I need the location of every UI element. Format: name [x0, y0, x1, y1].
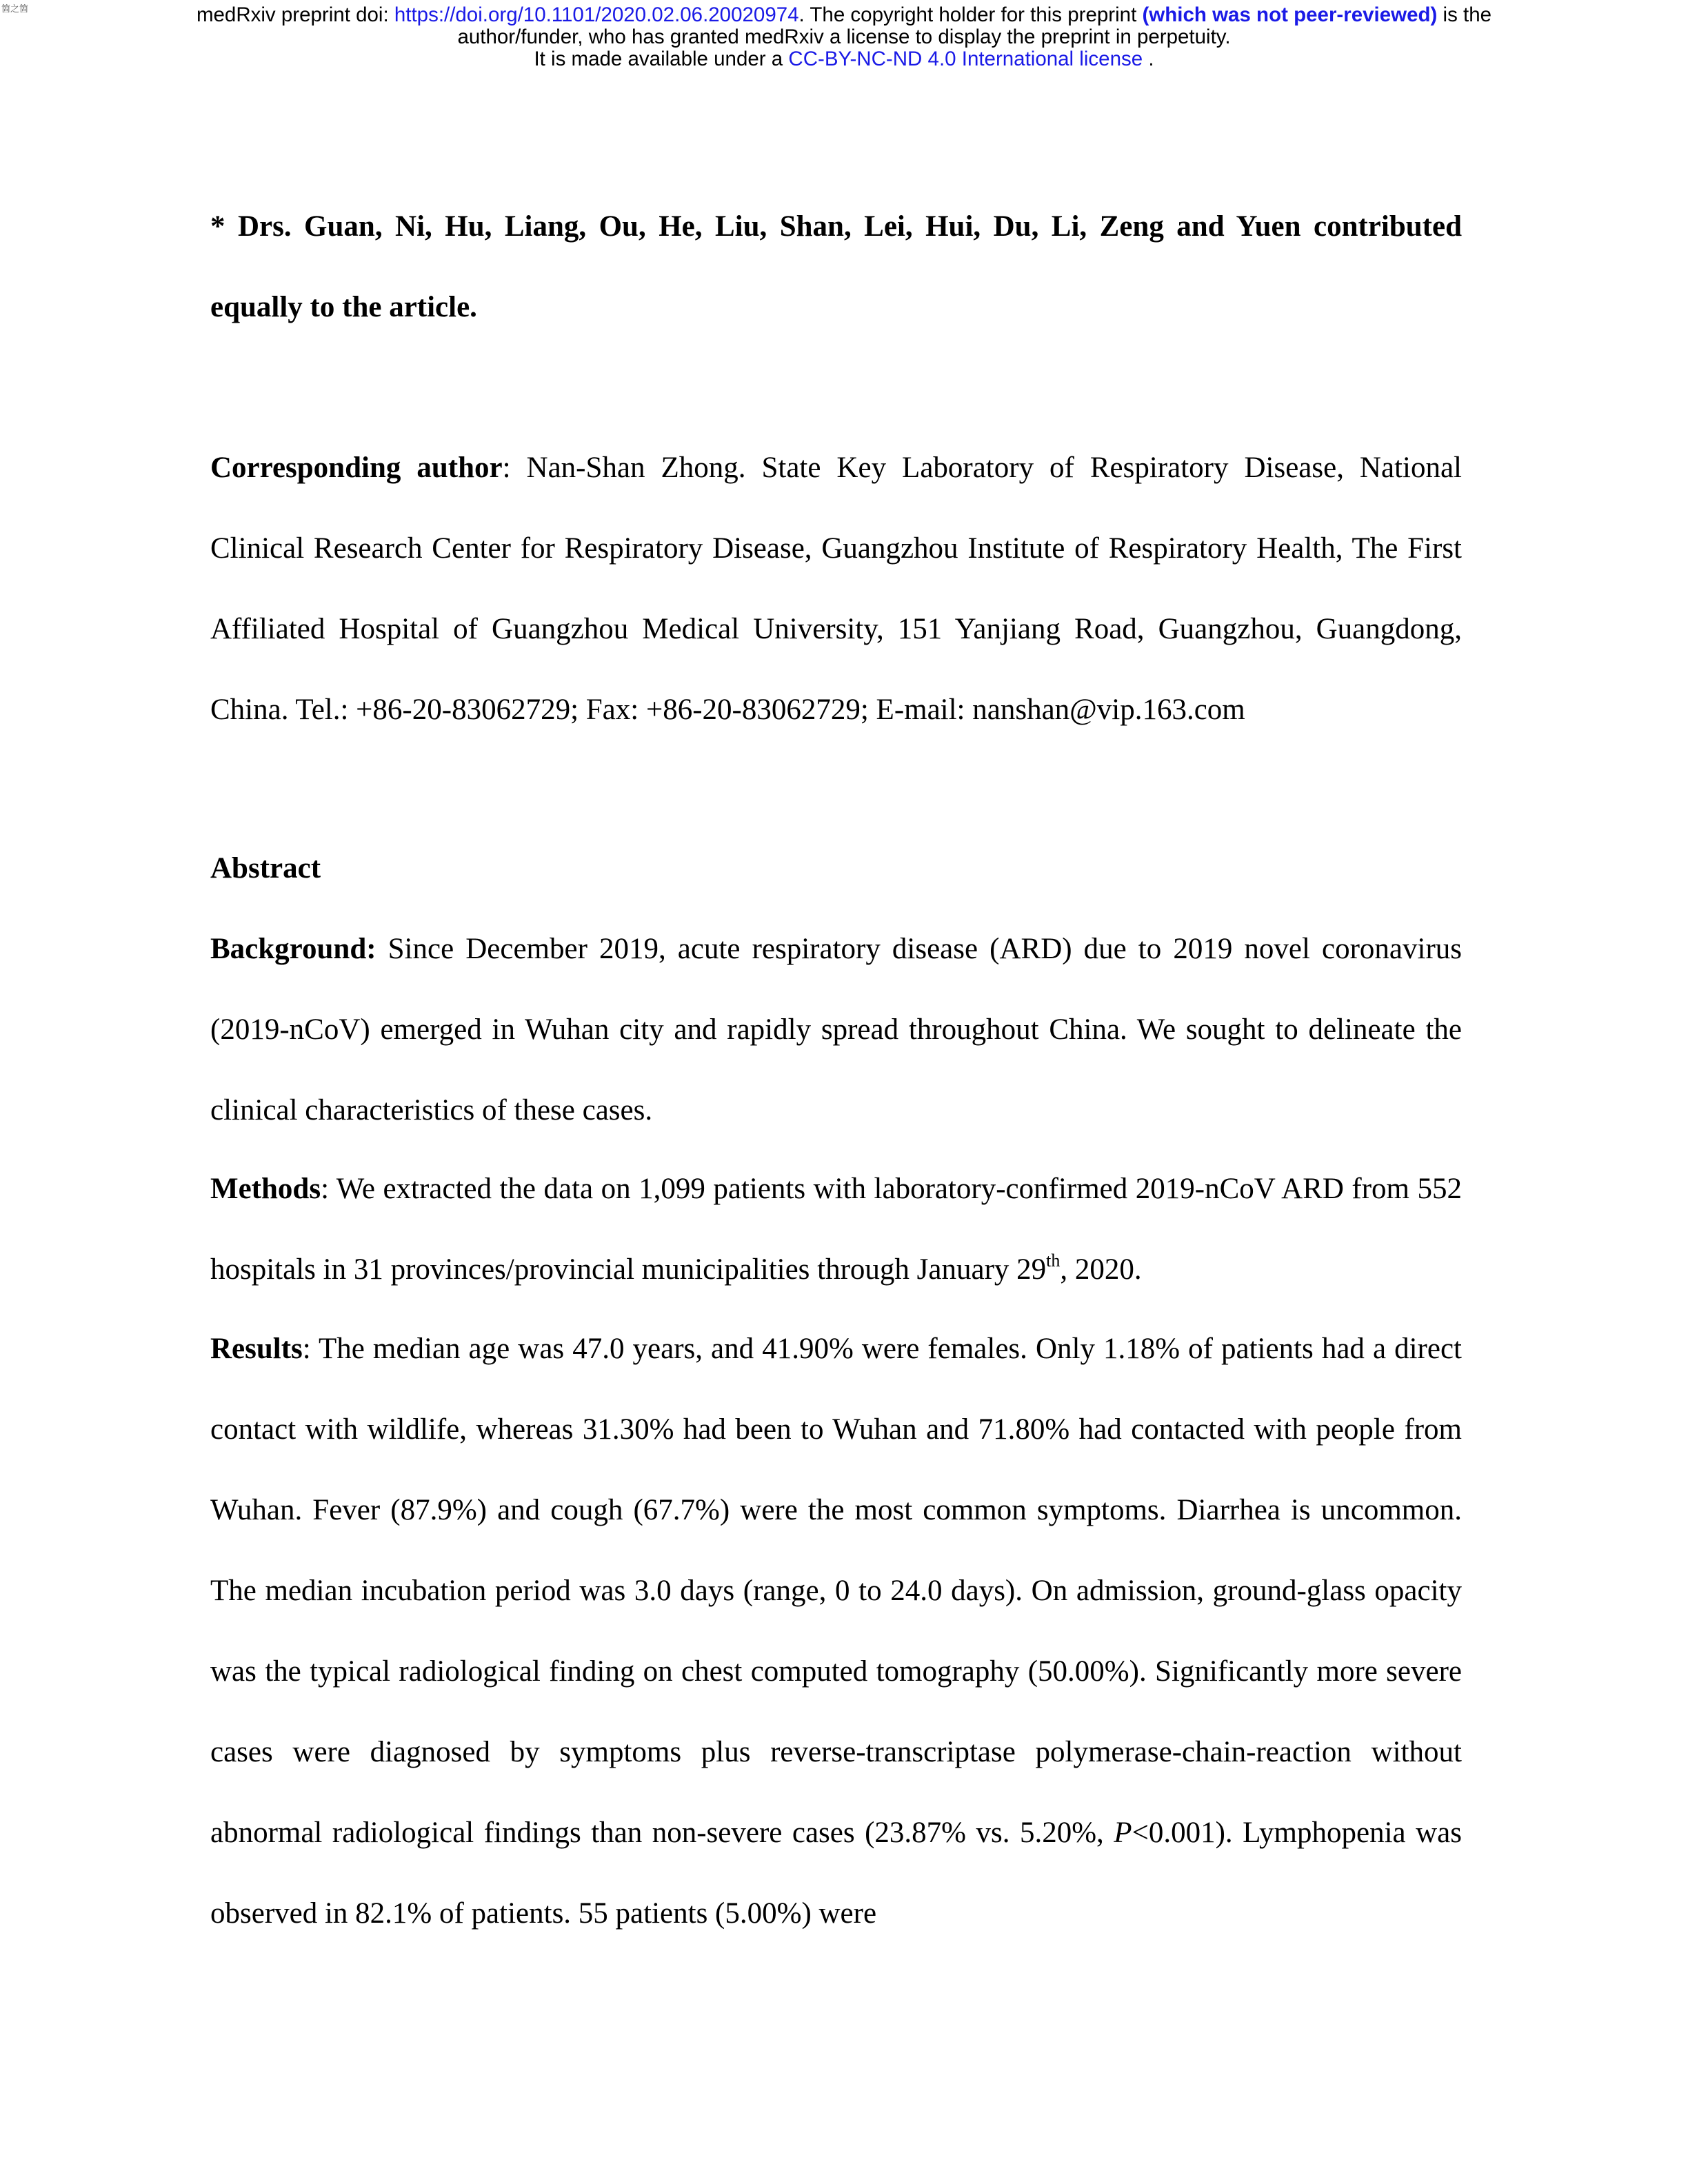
results-p-value-symbol: P	[1114, 1817, 1132, 1849]
license-link[interactable]: CC-BY-NC-ND 4.0 International license	[788, 48, 1143, 70]
header-mid: . The copyright holder for this preprint	[798, 3, 1143, 26]
header-license-prefix: It is made available under a	[534, 48, 789, 70]
header-prefix: medRxiv preprint doi:	[196, 3, 394, 26]
doi-link[interactable]: https://doi.org/10.1101/2020.02.06.20020974	[394, 3, 799, 26]
results-text: : The median age was 47.0 years, and 41.90% were females. Only 1.18% of patients had a direct contact with wildlife, whereas 31.30% had been to Wuhan and 71.80% had contacted with people from Wuhan. Fever (87.9%) and cough (67.7%) were the most common symptoms. Diarrhea is uncommon. The median incubation period was 3.0 days (range, 0 to 24.0 days). On admission, ground-glass opacity was the typical radiological finding on chest computed tomography (50.00%). Significantly more severe cases were diagnosed by symptoms plus reverse-transcriptase polymerase-chain-reaction without abnormal radiological findings than non-severe cases (23.87% vs. 5.20%,	[210, 1333, 1462, 1849]
abstract-methods	[210, 1149, 1462, 1310]
preprint-header	[0, 4, 1688, 70]
methods-label: Methods	[210, 1173, 321, 1205]
abstract-results	[210, 1308, 1462, 1954]
header-line-3	[0, 48, 1688, 70]
abstract-heading: Abstract	[210, 852, 321, 884]
methods-superscript: th	[1046, 1251, 1061, 1271]
results-label: Results	[210, 1333, 303, 1365]
header-suffix: is the	[1437, 3, 1492, 26]
background-label: Background:	[210, 933, 376, 965]
corresponding-author-label: Corresponding author	[210, 452, 503, 484]
contribution-note: * Drs. Guan, Ni, Hu, Liang, Ou, He, Liu, Shan, Lei, Hui, Du, Li, Zeng and Yuen contributed equally to the article.	[210, 210, 1462, 323]
results-end: <0.001). Lymphopenia was observed in 82.1% of patients. 55 patients (5.00%) were	[210, 1817, 1462, 1930]
abstract-background	[210, 909, 1462, 1151]
corresponding-author-paragraph	[210, 427, 1462, 750]
methods-text: : We extracted the data on 1,099 patients with laboratory-confirmed 2019-nCoV ARD from 552 hospitals in 31 provinces/provincial municipalities through January 29	[210, 1173, 1462, 1286]
peer-review-note: (which was not peer-reviewed)	[1142, 3, 1438, 26]
header-line-2: author/funder, who has granted medRxiv a license to display the preprint in perpetuity.	[457, 26, 1231, 48]
corresponding-author-text: : Nan-Shan Zhong. State Key Laboratory of Respiratory Disease, National Clinical Research Center for Respiratory Disease, Guangzhou Institute of Respiratory Health, The First Affiliated Hospital of Guangzhou Medical University, 151 Yanjiang Road, Guangzhou, Guangdong, China. Tel.: +86-20-83062729; Fax: +86-20-83062729; E-mail: nanshan@vip.163.com	[210, 452, 1462, 726]
background-text: Since December 2019, acute respiratory disease (ARD) due to 2019 novel coronavirus (2019-nCoV) emerged in Wuhan city and rapidly spread throughout China. We sought to delineate the clinical characteristics of these cases.	[210, 933, 1462, 1126]
header-line-1	[0, 4, 1688, 26]
corner-mark: 箇之箇	[1, 4, 29, 14]
methods-end: , 2020.	[1060, 1253, 1142, 1286]
header-license-suffix: .	[1143, 48, 1154, 70]
